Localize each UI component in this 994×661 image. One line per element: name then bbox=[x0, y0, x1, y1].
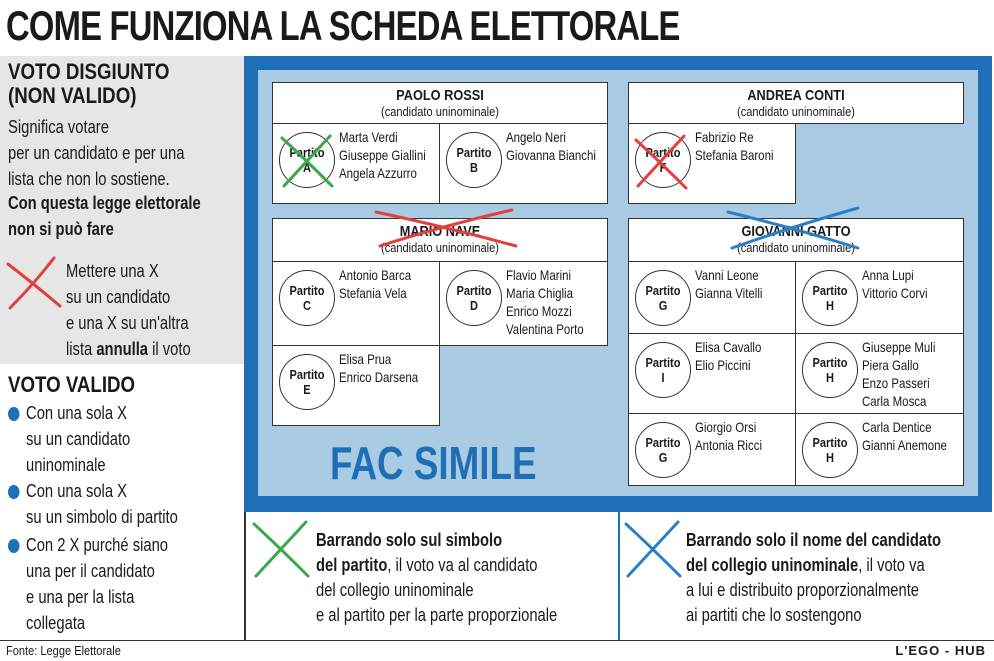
example-line: e una X su un'altra bbox=[66, 313, 189, 333]
candidate-name: PAOLO ROSSI bbox=[396, 87, 484, 104]
party-letter: A bbox=[303, 160, 311, 175]
list-name: Enzo Passeri bbox=[862, 375, 930, 391]
party-candidates bbox=[862, 266, 928, 302]
party-symbol bbox=[802, 422, 858, 478]
list-name: Elisa Prua bbox=[339, 351, 392, 367]
party-g-box bbox=[628, 262, 796, 334]
item-line: una per il candidato bbox=[26, 561, 155, 581]
party-symbol bbox=[446, 270, 502, 326]
party-word: Partito bbox=[645, 283, 681, 298]
list-name: Antonia Ricci bbox=[695, 437, 762, 453]
party-candidates bbox=[695, 338, 761, 374]
brand-logo: L'EGO - HUB bbox=[895, 643, 986, 658]
divider bbox=[244, 512, 246, 640]
example-line bbox=[66, 336, 246, 362]
list-name: Gianni Anemone bbox=[862, 437, 947, 453]
list-name: Piera Gallo bbox=[862, 357, 919, 373]
explanation-line: a lui e distribuito proporzionalmente bbox=[686, 580, 920, 600]
party-b-box bbox=[440, 124, 608, 204]
note-line: Con questa legge elettorale bbox=[8, 193, 201, 213]
explanation-line bbox=[686, 553, 941, 578]
item-line: e una per la lista bbox=[26, 587, 135, 607]
list-name: Angela Azzurro bbox=[339, 165, 417, 181]
list-name: Antonio Barca bbox=[339, 267, 412, 283]
party-candidates bbox=[862, 338, 935, 410]
candidate-mario-nave bbox=[272, 218, 608, 262]
list-name: Carla Mosca bbox=[862, 393, 927, 409]
party-symbol bbox=[802, 270, 858, 326]
page-title: COME FUNZIONA LA SCHEDA ELETTORALE bbox=[6, 2, 680, 49]
desc-line: per un candidato e per una bbox=[8, 143, 185, 163]
invalid-vote-title bbox=[8, 60, 212, 108]
candidate-subtitle: (candidato uninominale) bbox=[381, 240, 499, 255]
list-name: Carla Dentice bbox=[862, 419, 932, 435]
party-symbol bbox=[279, 132, 335, 188]
candidate-name: MARIO NAVE bbox=[399, 223, 481, 240]
example-line: su un candidato bbox=[66, 287, 171, 307]
party-a-box bbox=[272, 124, 440, 204]
item-line: Con una sola X bbox=[26, 403, 127, 423]
divider bbox=[618, 512, 620, 640]
source-credit: Fonte: Legge Elettorale bbox=[6, 643, 121, 658]
party-symbol bbox=[635, 270, 691, 326]
party-h-box bbox=[796, 334, 964, 414]
party-letter: E bbox=[303, 382, 311, 397]
red-x-icon bbox=[4, 254, 64, 312]
party-symbol bbox=[635, 342, 691, 398]
candidate-only-explanation bbox=[686, 528, 941, 628]
candidate-subtitle: (candidato uninominale) bbox=[381, 104, 499, 119]
item-line: collegata bbox=[26, 613, 86, 633]
party-letter: C bbox=[303, 298, 311, 313]
list-name: Flavio Marini bbox=[506, 267, 572, 283]
list-name: Giorgio Orsi bbox=[695, 419, 757, 435]
party-letter: G bbox=[658, 450, 668, 465]
valid-vote-item bbox=[8, 400, 238, 478]
party-word: Partito bbox=[812, 355, 848, 370]
party-symbol bbox=[279, 270, 335, 326]
party-symbol bbox=[635, 132, 691, 188]
bullet-icon bbox=[8, 485, 19, 499]
desc-line: Significa votare bbox=[8, 117, 109, 137]
list-name: Stefania Baroni bbox=[695, 147, 774, 163]
party-letter: D bbox=[470, 298, 478, 313]
party-symbol bbox=[446, 132, 502, 188]
party-letter: H bbox=[826, 370, 834, 385]
list-name: Maria Chiglia bbox=[506, 285, 573, 301]
party-candidates bbox=[506, 128, 596, 164]
example-bold: annulla bbox=[96, 339, 149, 359]
list-name: Vittorio Corvi bbox=[862, 285, 928, 301]
party-letter: B bbox=[470, 160, 478, 175]
list-name: Angelo Neri bbox=[506, 129, 566, 145]
valid-vote-title: VOTO VALIDO bbox=[8, 372, 136, 397]
blue-x-icon bbox=[622, 518, 684, 580]
list-name: Giovanna Bianchi bbox=[506, 147, 596, 163]
item-line: Con 2 X purché siano bbox=[26, 535, 168, 555]
list-name: Anna Lupi bbox=[862, 267, 914, 283]
explanation-bold: del collegio uninominale bbox=[686, 555, 859, 575]
list-name: Gianna Vitelli bbox=[695, 285, 763, 301]
example-text: il voto bbox=[148, 339, 191, 359]
invalid-vote-title-line1: VOTO DISGIUNTO bbox=[8, 59, 170, 84]
explanation-text: , il voto va al candidato bbox=[387, 555, 538, 575]
party-d-box bbox=[440, 262, 608, 346]
party-letter: H bbox=[826, 298, 834, 313]
party-candidates bbox=[339, 350, 418, 386]
party-candidates bbox=[506, 266, 584, 338]
candidate-subtitle: (candidato uninominale) bbox=[737, 104, 855, 119]
explanation-line: Barrando solo sul simbolo bbox=[316, 530, 503, 550]
party-letter: I bbox=[661, 370, 665, 385]
party-word: Partito bbox=[645, 355, 681, 370]
list-name: Fabrizio Re bbox=[695, 129, 754, 145]
desc-line: lista che non lo sostiene. bbox=[8, 169, 170, 189]
explanation-line: ai partiti che lo sostengono bbox=[686, 605, 862, 625]
party-word: Partito bbox=[645, 145, 681, 160]
candidate-name: GIOVANNI GATTO bbox=[741, 223, 851, 240]
example-text: lista bbox=[66, 339, 97, 359]
party-word: Partito bbox=[645, 435, 681, 450]
candidate-subtitle: (candidato uninominale) bbox=[737, 240, 855, 255]
party-candidates bbox=[862, 418, 947, 454]
list-name: Enrico Mozzi bbox=[506, 303, 572, 319]
list-name: Marta Verdi bbox=[339, 129, 398, 145]
list-name: Enrico Darsena bbox=[339, 369, 419, 385]
party-g-box bbox=[628, 414, 796, 486]
party-word: Partito bbox=[289, 367, 325, 382]
party-symbol bbox=[802, 342, 858, 398]
party-word: Partito bbox=[812, 283, 848, 298]
party-candidates bbox=[695, 266, 762, 302]
party-candidates bbox=[695, 128, 774, 164]
note-line: non si può fare bbox=[8, 219, 114, 239]
party-word: Partito bbox=[456, 283, 492, 298]
footer-rule bbox=[0, 640, 994, 641]
item-line: su un candidato bbox=[26, 429, 131, 449]
explanation-line: Barrando solo il nome del candidato bbox=[686, 530, 942, 550]
valid-vote-item bbox=[8, 532, 238, 636]
valid-vote-item bbox=[8, 478, 238, 530]
party-h-box bbox=[796, 414, 964, 486]
party-candidates bbox=[695, 418, 762, 454]
party-f-box bbox=[628, 124, 796, 204]
list-name: Elisa Cavallo bbox=[695, 339, 762, 355]
party-h-box bbox=[796, 262, 964, 334]
party-letter: F bbox=[659, 160, 667, 175]
bullet-icon bbox=[8, 539, 19, 553]
list-name: Vanni Leone bbox=[695, 267, 759, 283]
party-word: Partito bbox=[812, 435, 848, 450]
party-only-explanation bbox=[316, 528, 557, 628]
party-word: Partito bbox=[289, 145, 325, 160]
party-word: Partito bbox=[456, 145, 492, 160]
party-candidates bbox=[339, 266, 411, 302]
item-line: Con una sola X bbox=[26, 481, 127, 501]
list-name: Giuseppe Giallini bbox=[339, 147, 426, 163]
party-c-box bbox=[272, 262, 440, 346]
list-name: Elio Piccini bbox=[695, 357, 751, 373]
party-e-box bbox=[272, 346, 440, 426]
candidate-name: ANDREA CONTI bbox=[747, 87, 845, 104]
party-symbol bbox=[635, 422, 691, 478]
item-line: uninominale bbox=[26, 455, 106, 475]
party-letter: G bbox=[658, 298, 668, 313]
list-name: Stefania Vela bbox=[339, 285, 407, 301]
invalid-vote-example bbox=[66, 258, 246, 362]
candidate-giovanni-gatto bbox=[628, 218, 964, 262]
fac-simile-label: FAC SIMILE bbox=[330, 437, 537, 489]
party-symbol bbox=[279, 354, 335, 410]
party-word: Partito bbox=[289, 283, 325, 298]
explanation-line: e al partito per la parte proporzionale bbox=[316, 605, 558, 625]
bullet-icon bbox=[8, 407, 19, 421]
list-name: Valentina Porto bbox=[506, 321, 584, 337]
explanation-line: del collegio uninominale bbox=[316, 580, 474, 600]
invalid-vote-note bbox=[8, 190, 238, 242]
party-letter: H bbox=[826, 450, 834, 465]
explanation-text: , il voto va bbox=[858, 555, 925, 575]
explanation-line bbox=[316, 553, 557, 578]
list-name: Giuseppe Muli bbox=[862, 339, 936, 355]
invalid-vote-title-line2: (NON VALIDO) bbox=[8, 83, 137, 108]
explanation-bold: del partito bbox=[316, 555, 388, 575]
item-line: su un simbolo di partito bbox=[26, 507, 178, 527]
candidate-andrea-conti bbox=[628, 82, 964, 124]
example-line: Mettere una X bbox=[66, 261, 159, 281]
party-i-box bbox=[628, 334, 796, 414]
party-candidates bbox=[339, 128, 426, 182]
candidate-paolo-rossi bbox=[272, 82, 608, 124]
invalid-vote-description bbox=[8, 114, 238, 192]
